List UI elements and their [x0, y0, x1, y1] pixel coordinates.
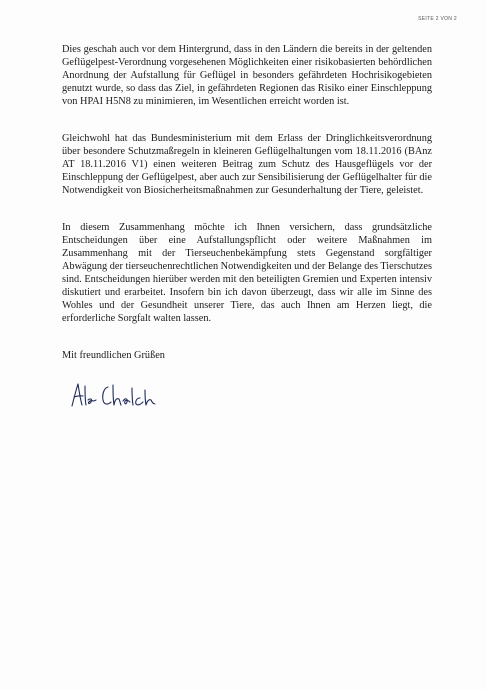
signature-icon: [68, 380, 158, 410]
closing-salutation: Mit freundlichen Grüßen: [62, 350, 165, 361]
paragraph-3: In diesem Zusammenhang möchte ich Ihnen versichern, dass grundsätzliche Entscheidungen über eine Aufstallungspflicht oder weitere Maßnahmen im Zusammenhang mit der Tierseuchenbekämpfung stets Gegenstand sorgfältiger Abwägung der tierseuchenrechtlichen Notwendigkeiten und der Belange des Tierschutzes sind. Entscheidungen hierüber werden mit den beteiligten Gremien und Experten intensiv diskutiert und erarbeitet. Insofern bin ich davon überzeugt, dass wir alle im Sinne des Wohles und der Gesundheit unserer Tiere, das auch Ihnen am Herzen liegt, die erforderliche Sorgfalt walten lassen.: [62, 222, 433, 324]
paragraph-2: Gleichwohl hat das Bundesministerium mit dem Erlass der Dringlichkeitsverordnung über besondere Schutzmaßregeln in kleineren Geflügelhaltungen vom 18.11.2016 (BAnz AT 18.11.2016 V1) einen weiteren Beitrag zum Schutz des Hausgeflügels vor der Einschleppung der Geflügelpest, aber auch zur Sensibilisierung der Geflügelhalter für die Notwendigkeit von Biosicherheitsmaßnahmen zur Gesunderhaltung der Tiere, geleistet.: [62, 133, 432, 196]
page-number-label: SEITE 2 VON 2: [418, 16, 457, 22]
letter-body: [62, 43, 432, 415]
paragraph-1: Dies geschah auch vor dem Hintergrund, dass in den Ländern die bereits in der geltenden Geflügelpest-Verordnung vorgesehenen Möglichkeiten einer risikobasierten behördlichen Anordnung der Aufstallung für Geflügel in besonders gefährdeten Hochrisikogebieten genutzt wurde, so dass das Ziel, in gefährdeten Regionen das Risiko einer Einschleppung von HPAI H5N8 zu minimieren, im Wesentlichen erreicht worden ist.: [62, 44, 432, 107]
